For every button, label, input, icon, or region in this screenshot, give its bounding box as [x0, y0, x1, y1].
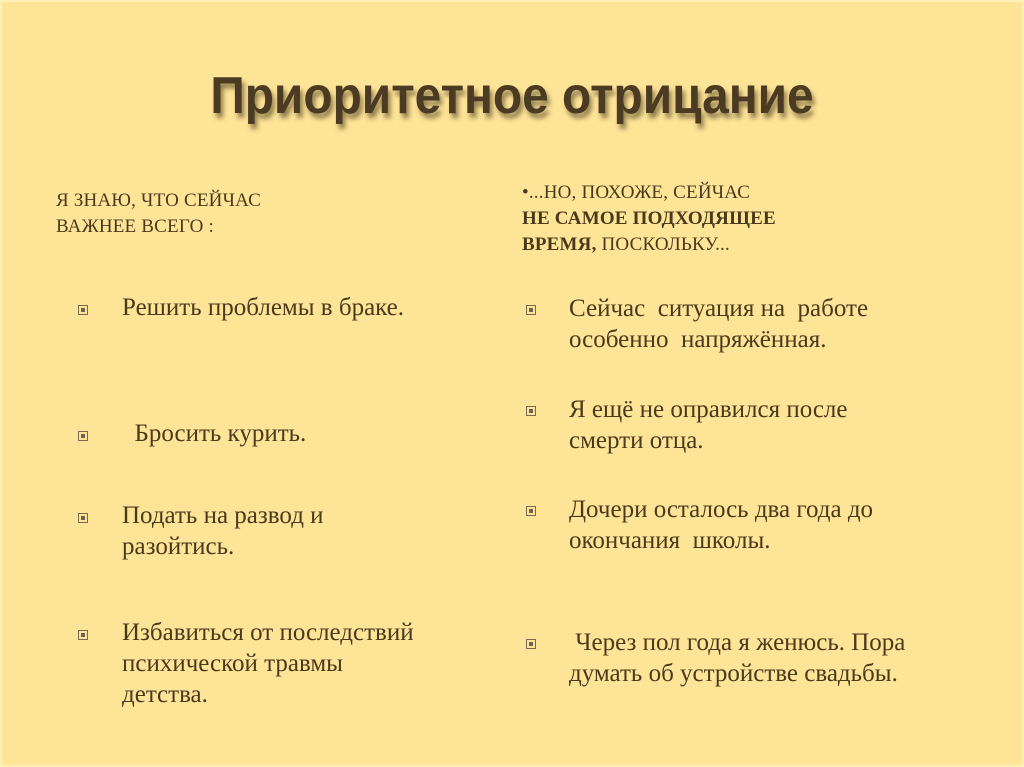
right-heading-line-3-rest: ПОСКОЛЬКУ...: [596, 234, 730, 255]
list-item-text: Бросить курить.: [122, 420, 307, 447]
square-bullet-icon: [78, 513, 88, 523]
slide-title: Приоритетное отрицание: [210, 67, 814, 125]
list-item-text: разойтись.: [122, 533, 235, 560]
square-bullet-icon: [526, 639, 536, 649]
right-heading-line-2: НЕ САМОЕ ПОДХОДЯЩЕЕ: [522, 208, 776, 229]
list-item-text: особенно напряжённая.: [569, 326, 827, 353]
square-bullet-icon: [526, 406, 536, 416]
list-item-text: думать об устройстве свадьбы.: [569, 660, 898, 687]
square-bullet-icon: [78, 630, 88, 640]
left-heading-line-2: ВАЖНЕЕ ВСЕГО :: [56, 216, 214, 237]
list-item-text: Сейчас ситуация на работе: [569, 295, 869, 322]
list-item-text: Через пол года я женюсь. Пора: [569, 629, 906, 656]
list-item-text: Подать на развод и: [122, 502, 324, 529]
list-item-text: Дочери осталось два года до: [569, 496, 874, 523]
square-bullet-icon: [526, 305, 536, 315]
list-item-text: Решить проблемы в браке.: [122, 294, 405, 321]
list-item-text: окончания школы.: [569, 527, 771, 554]
square-bullet-icon: [78, 305, 88, 315]
square-bullet-icon: [78, 431, 88, 441]
right-heading-line-1: •...НО, ПОХОЖЕ, СЕЙЧАС: [522, 182, 751, 203]
list-item-text: детства.: [122, 681, 208, 708]
list-item-text: психической травмы: [122, 650, 343, 677]
left-column-heading: [56, 188, 261, 240]
right-column-heading: [522, 180, 776, 258]
left-heading-line-1: Я ЗНАЮ, ЧТО СЕЙЧАС: [56, 190, 261, 211]
square-bullet-icon: [526, 506, 536, 516]
list-item-text: Избавиться от последствий: [122, 619, 414, 646]
list-item-text: смерти отца.: [569, 427, 704, 454]
right-heading-line-3-bold: ВРЕМЯ,: [522, 234, 597, 255]
list-item-text: Я ещё не оправился после: [569, 396, 848, 423]
